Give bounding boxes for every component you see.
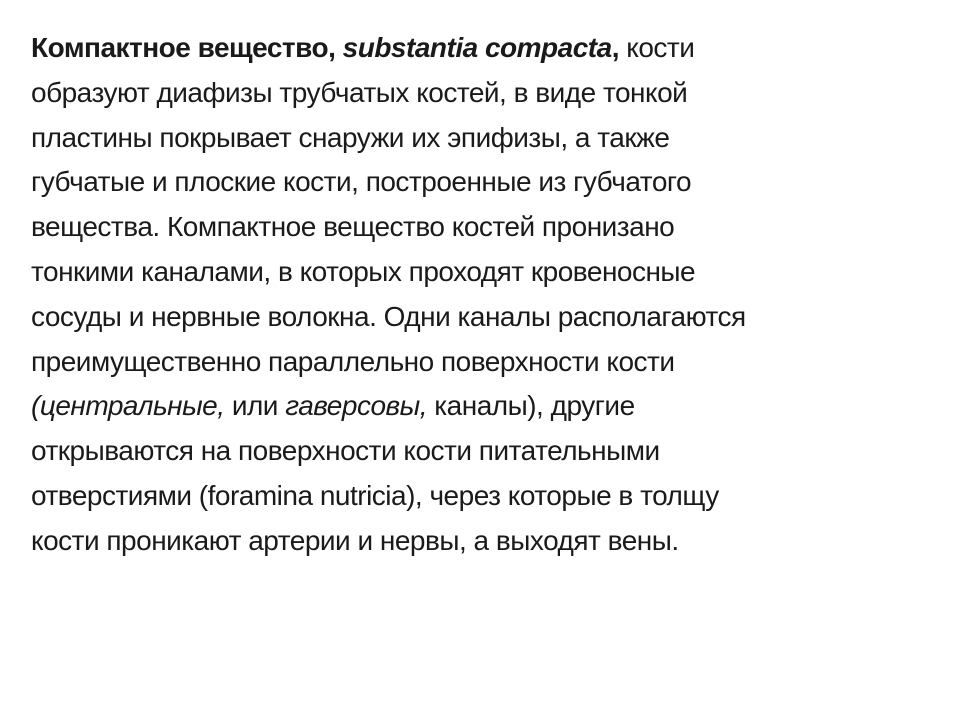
text-line-2: образуют диафизы трубчатых костей, в виде тонкой <box>31 76 688 108</box>
text-line-6: тонкими каналами, в которых проходят кровеносные <box>31 255 696 287</box>
term-central: центральные, <box>39 390 225 422</box>
body-paragraph <box>31 26 931 564</box>
term-comma: , <box>611 32 619 63</box>
text-line-3: пластины покрывает снаружи их эпифизы, а также <box>31 121 670 153</box>
text-line-1 <box>31 26 931 71</box>
text-line-7: сосуды и нервные волокна. Одни каналы располагаются <box>31 300 746 332</box>
line9-rest: каналы), другие <box>427 390 635 422</box>
text-line-8: преимущественно параллельно поверхности кости <box>31 345 675 377</box>
text-line-9 <box>31 384 931 429</box>
or-word: или <box>224 390 286 422</box>
text-line-5: вещества. Компактное вещество костей пронизано <box>31 211 675 243</box>
open-paren: ( <box>31 390 40 422</box>
term-havers: гаверсовы, <box>285 390 428 422</box>
text-line-10: открываются на поверхности кости питательными <box>31 435 660 467</box>
text-line-12: кости проникают артерии и нервы, а выходят вены. <box>31 524 679 556</box>
term-latin: substantia compacta <box>342 32 612 63</box>
term-russian: Компактное вещество, <box>31 32 343 63</box>
text-line-11: отверстиями (foramina nutricia), через которые в толщу <box>31 479 719 511</box>
text-line-4: губчатые и плоские кости, построенные из губчатого <box>31 166 692 198</box>
line1-rest: кости <box>618 32 695 63</box>
